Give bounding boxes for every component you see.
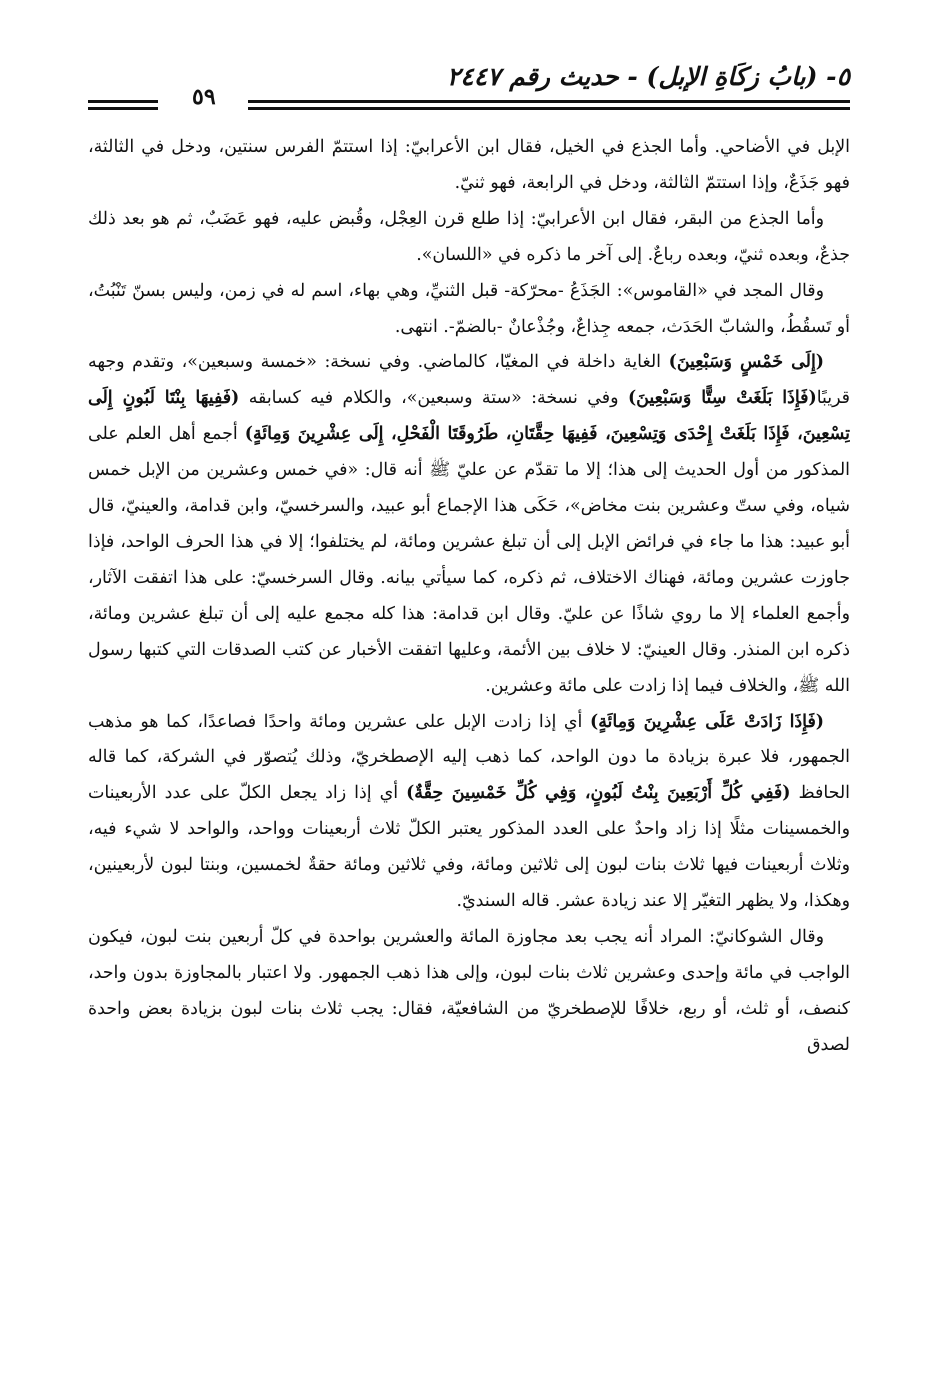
chapter-title: ٥- (بابُ زكَاةِ الإبل) - حديث رقم ٢٤٤٧ [446,62,850,91]
paragraph-text: وقال الشوكانيّ: المراد أنه يجب بعد مجاوزة المائة والعشرين بواحدة في كلّ أربعين بنت لبون، فيكون الواجب في مائة وإحدى وعشرين ثلاث بنات لبون، وإلى هذا ذهب الجمهور. ولا اعتبار بالمجاوزة بدون واحد، كنصف، أو ثلث، أو ربع، خلافًا للإصطخريّ من الشافعيّة، فقال: يجب ثلاث بنات لبون بزيادة بعض واحدة لصدق [88,926,850,1055]
page-number: ٥٩ [192,84,216,110]
paragraph [88,920,850,1064]
paragraph-text: وقال المجد في «القاموس»: الجَذَعُ -محرّكة- قبل الثنيِّ، وهي بهاء، اسم له في زمن، وليس بسنّ تَنْبُتُ، أو تَسقُطُ، والشابّ الحَدَث، جمعه جِذاعٌ، وجُذْعانٌ -بالضمّ-. انتهى. [88,280,850,337]
header-rule-right-bottom [248,107,850,110]
paragraph [88,274,850,346]
header-rule-right-top [248,100,850,103]
paragraph [88,345,850,704]
paragraph-text: الإبل في الأضاحي. وأما الجذع في الخيل، فقال ابن الأعرابيّ: إذا استتمّ الفرس سنتين، ودخل في الثالثة، فهو جَذَعٌ، وإذا استتمّ الثالثة، ودخل في الرابعة، فهو ثنيّ. [88,137,850,193]
commentary-text: الغاية داخلة في المغيّا، كالماضي. وفي نسخة: «خمسة وسبعين»، وتقدم وجهه قريبًا [88,352,850,409]
commentary-text: أي إذا زادت الإبل على عشرين ومائة واحدًا فصاعدًا، كما هو مذهب الجمهور، فلا عبرة بزيادة ما دون الواحد، كما ذهب إليه الإصطخريّ، وذلك يُتصوّر في الشركة، كما قاله الحافظ [88,711,850,804]
hadith-quote: (فَفِيهَا بِنْتَا لَبُونٍ إِلَى تِسْعِينَ، فَإِذَا بَلَغَتْ إِحْدَى وَتِسْعِينَ، فَفِيهَا حِقَّتَانِ، طَرُوقَتَا الْفَحْلِ، إِلَى عِشْرِينَ وَمِائَةٍ) [88,388,850,445]
hadith-quote: (فَإِذَا بَلَغَتْ سِتًّا وَسَبْعِينَ) [627,388,817,409]
paragraph [88,130,850,202]
header-rule-left-bottom [88,107,158,110]
paragraph [88,705,850,920]
paragraph-text: وأما الجذع من البقر، فقال ابن الأعرابيّ: إذا طلع قرن العِجْل، وقُبض عليه، فهو عَضَبٌ، ثم هو بعد ذلك جذعٌ، وبعده ثنيّ، وبعده رباعٌ. إلى آخر ما ذكره في «اللسان». [88,208,850,265]
header-rule-left-top [88,100,158,103]
page-header [88,62,850,118]
commentary-text: وفي نسخة: «ستة وسبعين»، والكلام فيه كسابقه [239,388,628,409]
hadith-quote: (إِلَى خَمْسٍ وَسَبْعِينَ) [668,352,824,373]
body-text [88,130,850,1330]
hadith-quote: (فَإِذَا زَادَتْ عَلَى عِشْرِينَ وَمِائَةٍ) [590,711,824,732]
commentary-text: أي إذا زاد يجعل الكلّ على عدد الأربعينات والخمسينات مثلًا إذا زاد واحدٌ على العدد المذكور يعتبر الكلّ ثلاث أربعينات وواحد، والواحد لا شيء فيه، وثلاث أربعينات فيها ثلاث بنات لبون إلى ثلاثين ومائة، وفي ثلاثين ومائة حقةٌ لخمسين، وبنتا لبون لأربعينين، وهكذا، ولا يظهر التغيّر إلا عند زيادة عشر. قاله السنديّ. [88,783,850,912]
paragraph [88,202,850,274]
commentary-text: أجمع أهل العلم على المذكور من أول الحديث إلى هذا؛ إلا ما تقدّم عن عليّ ﷺ أنه قال: «في خمس وعشرين من الإبل خمس شياه، وفي ستّ وعشرين بنت مخاض»، حَكَى هذا الإجماع أبو عبيد، والسرخسيّ، وابن قدامة، والعينيّ، قال أبو عبيد: هذا ما جاء في فرائض الإبل إلى أن تبلغ عشرين ومائة، لم يختلفوا؛ إلا في هذا الحرف الواحد، فإذا جاوزت عشرين ومائة، فهناك الاختلاف، ثم ذكره، كما سيأتي بيانه. وقال السرخسيّ: على هذا اتفقت الآثار، وأجمع العلماء إلا ما روي شاذًا عن عليّ. وقال ابن قدامة: هذا كله مجمع عليه إلى أن تبلغ عشرين ومائة، ذكره ابن المنذر. وقال العينيّ: لا خلاف بين الأئمة، وعليها اتفقت الأخبار عن كتب الصدقات التي كتبها رسول الله ﷺ، والخلاف فيما إذا زادت على مائة وعشرين. [88,424,850,696]
hadith-quote: (فَفِي كُلِّ أَرْبَعِينَ بِنْتُ لَبُونٍ، وَفِي كُلِّ خَمْسِينَ حِقَّةٌ) [406,783,791,804]
